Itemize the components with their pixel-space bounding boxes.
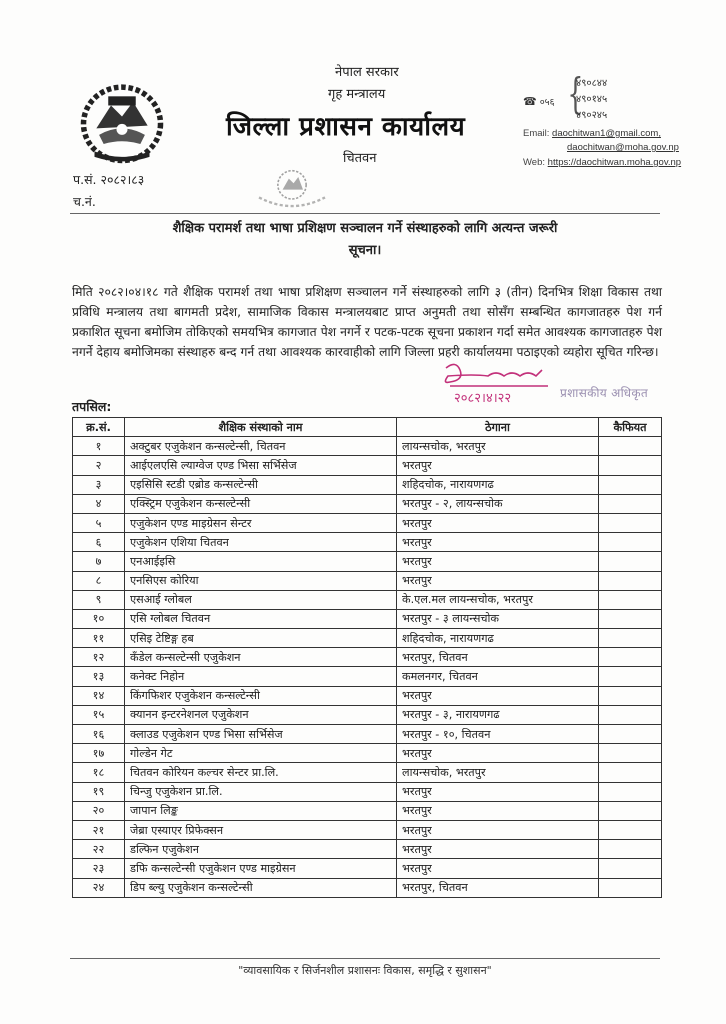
serial-cell: ९	[73, 590, 125, 609]
institution-name-cell: एक्स्ट्रिम एजुकेशन कन्सल्टेन्सी	[125, 494, 397, 513]
notice-heading: सूचना।	[348, 243, 382, 258]
telephone-icon: ☎	[523, 95, 537, 108]
remarks-cell	[599, 609, 662, 628]
area-code: ०५६	[539, 97, 555, 108]
remarks-cell	[599, 686, 662, 705]
table-row	[73, 571, 662, 590]
institution-name-cell: क्लाउड एजुकेशन एण्ड भिसा सर्भिसेज	[125, 725, 397, 744]
institution-name-cell: आईएलएसि ल्याग्वेज एण्ड भिसा सर्भिसेज	[125, 456, 397, 475]
table-row	[73, 475, 662, 494]
remarks-cell	[599, 456, 662, 475]
serial-cell: १८	[73, 763, 125, 782]
serial-cell: २३	[73, 859, 125, 878]
district-name: चितवन	[343, 151, 377, 166]
address-cell: भरतपुर	[397, 686, 599, 705]
institution-name-cell: चिन्जु एजुकेशन प्रा.लि.	[125, 782, 397, 801]
web-row	[523, 157, 681, 168]
header-remarks: कैफियत	[599, 418, 662, 437]
serial-cell: १३	[73, 667, 125, 686]
table-row	[73, 609, 662, 628]
phone-number[interactable]: ४९०१४५	[576, 94, 608, 105]
header-address: ठेगाना	[397, 418, 599, 437]
table-row	[73, 782, 662, 801]
serial-cell: ४	[73, 494, 125, 513]
remarks-cell	[599, 744, 662, 763]
table-row	[73, 513, 662, 532]
institution-name-cell: कँडेल कन्सल्टेन्सी एजुकेशन	[125, 648, 397, 667]
address-cell: शहिदचोक, नारायणगढ	[397, 475, 599, 494]
serial-cell: २४	[73, 878, 125, 897]
address-cell: भरतपुर - ३, नारायणगढ	[397, 705, 599, 724]
serial-cell: २	[73, 456, 125, 475]
address-cell: भरतपुर	[397, 782, 599, 801]
table-row	[73, 494, 662, 513]
serial-cell: ६	[73, 533, 125, 552]
table-row	[73, 801, 662, 820]
table-row	[73, 648, 662, 667]
serial-cell: १९	[73, 782, 125, 801]
remarks-cell	[599, 859, 662, 878]
serial-cell: २२	[73, 840, 125, 859]
table-row	[73, 533, 662, 552]
header-divider	[70, 213, 660, 214]
phone-number[interactable]: ४९०८४४	[576, 78, 608, 89]
serial-cell: २०	[73, 801, 125, 820]
footer-motto: "व्यावसायिक र सिर्जनशील प्रशासनः विकास, समृद्धि र सुशासन"	[238, 964, 492, 977]
address-cell: भरतपुर	[397, 456, 599, 475]
remarks-cell	[599, 513, 662, 532]
institution-name-cell: क्यानन इन्टरनेशनल एजुकेशन	[125, 705, 397, 724]
serial-cell: १६	[73, 725, 125, 744]
institution-name-cell: डिप ब्ल्यु एजुकेशन कन्सल्टेन्सी	[125, 878, 397, 897]
office-seal-stamp-icon	[252, 166, 332, 210]
institution-name-cell: अक्टुबर एजुकेशन कन्सल्टेन्सी, चितवन	[125, 437, 397, 456]
remarks-cell	[599, 763, 662, 782]
officer-stamp: प्रशासकीय अधिकृत	[560, 386, 649, 400]
address-cell: भरतपुर, चितवन	[397, 648, 599, 667]
table-row	[73, 667, 662, 686]
remarks-cell	[599, 725, 662, 744]
table-row	[73, 705, 662, 724]
institution-name-cell: डल्फिन एजुकेशन	[125, 840, 397, 859]
remarks-cell	[599, 801, 662, 820]
address-cell: कमलनगर, चितवन	[397, 667, 599, 686]
subject-title: शैक्षिक परामर्श तथा भाषा प्रशिक्षण सञ्चालन गर्ने संस्थाहरुको लागि अत्यन्त जरूरी	[172, 221, 558, 236]
ministry-name: गृह मन्त्रालय	[328, 87, 386, 102]
institution-name-cell: एइसिसि स्टडी एब्रोड कन्सल्टेन्सी	[125, 475, 397, 494]
email-row-secondary	[567, 142, 679, 153]
address-cell: भरतपुर	[397, 820, 599, 839]
brace-icon: {	[567, 69, 584, 118]
serial-cell: १०	[73, 609, 125, 628]
email-row	[523, 126, 661, 141]
remarks-cell	[599, 648, 662, 667]
chalani-number: च.नं.	[73, 194, 96, 209]
address-cell: भरतपुर	[397, 840, 599, 859]
remarks-cell	[599, 629, 662, 648]
email-link-primary[interactable]: daochitwan1@gmail.com,	[552, 128, 661, 139]
remarks-cell	[599, 571, 662, 590]
institution-name-cell: एनसिएस कोरिया	[125, 571, 397, 590]
institution-name-cell: एनआईइसि	[125, 552, 397, 571]
footer-divider	[70, 958, 660, 959]
address-cell: भरतपुर	[397, 571, 599, 590]
website-link[interactable]: https://daochitwan.moha.gov.np	[547, 157, 682, 168]
remarks-cell	[599, 820, 662, 839]
table-row	[73, 629, 662, 648]
remarks-cell	[599, 782, 662, 801]
remarks-cell	[599, 840, 662, 859]
table-row	[73, 552, 662, 571]
table-row	[73, 686, 662, 705]
phone-numbers	[576, 76, 607, 124]
table-row	[73, 859, 662, 878]
web-label: Web:	[523, 157, 546, 168]
government-name: नेपाल सरकार	[335, 65, 399, 80]
institution-name-cell: जेब्रा एस्याएर प्रिफेक्सन	[125, 820, 397, 839]
institution-name-cell: गोल्डेन गेट	[125, 744, 397, 763]
address-cell: भरतपुर - १०, चितवन	[397, 725, 599, 744]
institutions-table	[72, 417, 662, 898]
table-row	[73, 840, 662, 859]
address-cell: लायन्सचोक, भरतपुर	[397, 437, 599, 456]
table-row	[73, 820, 662, 839]
office-title: जिल्ला प्रशासन कार्यालय	[226, 112, 466, 142]
remarks-cell	[599, 437, 662, 456]
notice-paragraph: मिति २०८२।०४।१८ गते शैक्षिक परामर्श तथा भाषा प्रशिक्षण सञ्चालन गर्ने संस्थाहरुको लागि ३ (तीन) दिनभित्र शिक्षा विकास तथा प्रविधि मन्त्रालय तथा बागमती प्रदेश, सामाजिक विकास मन्त्रालयबाट प्राप्त अनुमती तथा सोसँग सम्बन्धित कागजातहरु पेश गर्न प्रकाशित सूचना बमोजिम तोकिएको समयभित्र कागजात पेश नगर्ने र पटक-पटक सूचना प्रकाशन गर्दा समेत आवश्यक कागजातहरु पेश नगर्ने देहाय बमोजिमका संस्थाहरु बन्द गर्न तथा आवश्यक कारवाहीको लागि जिल्ला प्रहरी कार्यालयमा पठाइएको व्यहोरा सूचित गरिन्छ।	[72, 285, 662, 359]
serial-cell: ८	[73, 571, 125, 590]
patra-sankhya: प.सं. २०८२।८३	[73, 172, 145, 187]
address-cell: भरतपुर	[397, 744, 599, 763]
remarks-cell	[599, 667, 662, 686]
table-header-row	[73, 418, 662, 437]
remarks-cell	[599, 552, 662, 571]
institution-name-cell: एजुकेशन एण्ड माइग्रेसन सेन्टर	[125, 513, 397, 532]
email-link-secondary[interactable]: daochitwan@moha.gov.np	[567, 142, 679, 153]
address-cell: भरतपुर	[397, 552, 599, 571]
phone-number[interactable]: ४९०२४५	[576, 110, 608, 121]
address-cell: भरतपुर	[397, 859, 599, 878]
remarks-cell	[599, 533, 662, 552]
address-cell: लायन्सचोक, भरतपुर	[397, 763, 599, 782]
institution-name-cell: एसि ग्लोबल चितवन	[125, 609, 397, 628]
address-cell: भरतपुर	[397, 513, 599, 532]
institution-name-cell: एजुकेशन एशिया चितवन	[125, 533, 397, 552]
serial-cell: १	[73, 437, 125, 456]
institution-name-cell: जापान लिङ्क	[125, 801, 397, 820]
serial-cell: ५	[73, 513, 125, 532]
header-institution-name: शैक्षिक संस्थाको नाम	[125, 418, 397, 437]
institution-name-cell: डफि कन्सल्टेन्सी एजुकेशन एण्ड माइग्रेसन	[125, 859, 397, 878]
table-body	[73, 437, 662, 898]
table-row	[73, 725, 662, 744]
table-row	[73, 437, 662, 456]
serial-cell: ३	[73, 475, 125, 494]
address-cell: के.एल.मल लायन्सचोक, भरतपुर	[397, 590, 599, 609]
address-cell: भरतपुर	[397, 801, 599, 820]
table-row	[73, 878, 662, 897]
email-label: Email:	[523, 128, 550, 139]
address-cell: भरतपुर	[397, 533, 599, 552]
serial-cell: ७	[73, 552, 125, 571]
table-row	[73, 590, 662, 609]
address-cell: भरतपुर - २, लायन्सचोक	[397, 494, 599, 513]
address-cell: भरतपुर, चितवन	[397, 878, 599, 897]
phone-row	[523, 95, 555, 108]
serial-cell: १७	[73, 744, 125, 763]
table-row	[73, 763, 662, 782]
institution-name-cell: एसिइ टेष्टिङ्ग हब	[125, 629, 397, 648]
serial-cell: २१	[73, 820, 125, 839]
serial-cell: १४	[73, 686, 125, 705]
institution-name-cell: चितवन कोरियन कल्चर सेन्टर प्रा.लि.	[125, 763, 397, 782]
remarks-cell	[599, 494, 662, 513]
table-row	[73, 456, 662, 475]
remarks-cell	[599, 475, 662, 494]
table-row	[73, 744, 662, 763]
serial-cell: १२	[73, 648, 125, 667]
remarks-cell	[599, 878, 662, 897]
address-cell: शहिदचोक, नारायणगढ	[397, 629, 599, 648]
serial-cell: ११	[73, 629, 125, 648]
institution-name-cell: एसआई ग्लोबल	[125, 590, 397, 609]
institution-name-cell: किंगफिशर एजुकेशन कन्सल्टेन्सी	[125, 686, 397, 705]
header-serial: क्र.सं.	[73, 418, 125, 437]
nepal-emblem-icon	[72, 78, 172, 166]
serial-cell: १५	[73, 705, 125, 724]
details-label: तपसिल:	[72, 399, 112, 414]
remarks-cell	[599, 590, 662, 609]
signature-icon	[440, 362, 560, 406]
remarks-cell	[599, 705, 662, 724]
address-cell: भरतपुर - ३ लायन्सचोक	[397, 609, 599, 628]
institution-name-cell: कनेक्ट निहोन	[125, 667, 397, 686]
signature-date: २०८२।४।२२	[454, 391, 512, 406]
